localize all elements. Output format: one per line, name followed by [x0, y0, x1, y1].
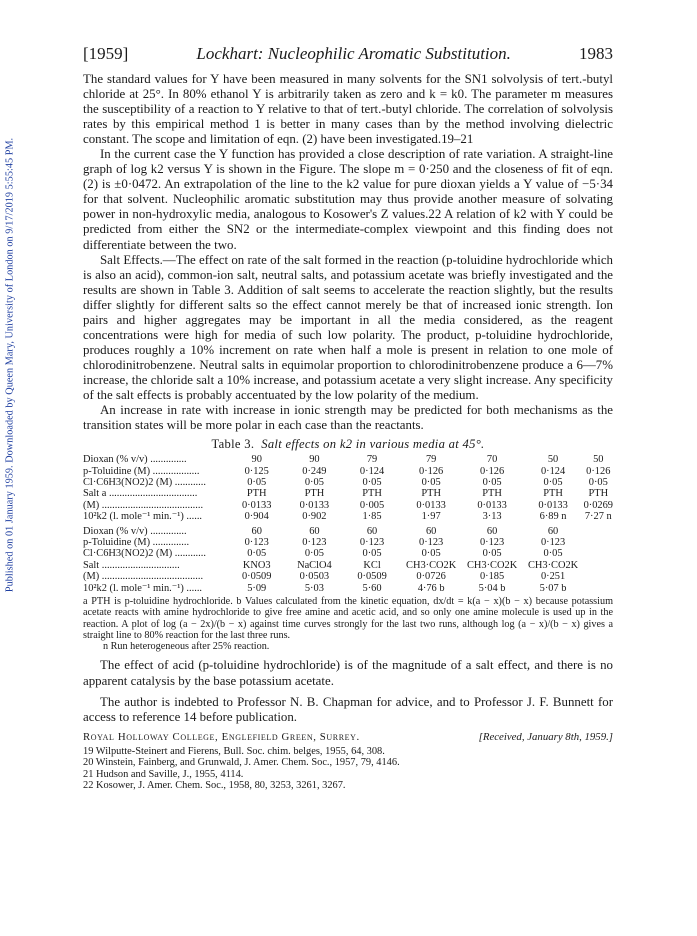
row-label: 10²k2 (l. mole⁻¹ min.⁻¹) ...... — [83, 511, 203, 523]
table-cell: 70 — [486, 454, 498, 466]
paragraph-4: An increase in rate with increase in ionic strength may be predicted for both mechanisms as the transition states will be more polar in each case than the reactants. — [83, 403, 613, 433]
table-cell: CH3·CO2K — [466, 559, 518, 571]
table-cell: 0·249 — [302, 465, 327, 477]
table-cell: PTH — [362, 488, 382, 500]
reference-22: 22 Kosower, J. Amer. Chem. Soc., 1958, 80, 3253, 3261, 3267. — [83, 780, 346, 792]
row-label: Cl·C6H3(NO2)2 (M) ............ — [83, 548, 206, 560]
table-cell: 0·05 — [421, 548, 441, 560]
table-cell: NaClO4 — [297, 559, 332, 571]
table-cell: 0·185 — [479, 571, 505, 583]
table-row — [83, 488, 613, 499]
table-cell: 60 — [366, 525, 378, 537]
table-group-2 — [83, 526, 613, 594]
table-row — [83, 583, 613, 594]
table-cell: 0·05 — [304, 476, 324, 488]
table-cell: 79 — [425, 454, 437, 466]
header-year: [1959] — [83, 44, 129, 63]
table-group-1 — [83, 454, 613, 522]
table-cell: 0·123 — [419, 536, 444, 548]
table-cell: PTH — [588, 488, 609, 500]
table-cell: 0·05 — [543, 476, 563, 488]
row-label: 10²k2 (l. mole⁻¹ min.⁻¹) ...... — [83, 582, 203, 594]
table-cell: 0·0133 — [241, 499, 272, 511]
table-cell: 0·126 — [586, 465, 611, 477]
affiliation: Royal Holloway College, Englefield Green, Surrey. — [83, 730, 360, 743]
row-label: Dioxan (% v/v) .............. — [83, 454, 187, 466]
table-cell: PTH — [304, 488, 325, 500]
table-row — [83, 477, 613, 488]
header-title: Lockhart: Nucleophilic Aromatic Substitution. — [196, 44, 511, 63]
table-cell: 0·0509 — [357, 571, 387, 583]
table-cell: 0·904 — [244, 511, 269, 523]
table-cell: 0·124 — [540, 465, 566, 477]
table-cell: 60 — [486, 525, 498, 537]
table-cell: 5·09 — [247, 582, 267, 594]
table-footnote: a PTH is p-toluidine hydrochloride. b Values calculated from the kinetic equation, dx/dt = k(a − x)(b − x) because potassium acetate reacts with amine hydrochloride to give free amine and acetic acid, and so only one amine molecule is used up in the reaction. A plot of log (a − 2x)/(b − x) against time curves strongly for the last two runs, although log (a − x)/(b − x) gives a straight line to 80% reaction for the last three runs. — [83, 596, 613, 641]
paragraph-salt-effects: Salt Effects.—The effect on rate of the salt formed in the reaction (p-toluidine hydrochloride which is also an acid), common-ion salt, neutral salts, and potassium acetate was briefly investigated and the results are shown in Table 3. Addition of salt seems to accelerate the reaction slightly, but the results differ slightly for different salts so the effect cannot merely be that of increased ionic strength. Ion pairs and higher aggregates may be important in all the media considered, as the reagent concentrations were high for media of such low polarity. The product, p-toluidine hydrochloride, produces roughly a 10% increment on rate when half a mole is present in relation to one mole of chlorodinitrobenzene. Neutral salts in equimolar proportion to chlorodinitrobenzene produce a 6—7% increase, the chloride salt a 10% increase, and potassium acetate a very slight increase. Any specificity of the salt effects is probably accentuated by the low polarity of the medium. — [83, 252, 613, 402]
table-cell: 0·0503 — [299, 571, 330, 583]
paragraph-1: The standard values for Y have been measured in many solvents for the SN1 solvolysis of tert.-butyl chloride at 25°. In 80% ethanol Y is arbitrarily taken as zero and k = k0. The parameter m measures the susceptibility of a reaction to Y relative to that of tert.-butyl chloride. The correlation of solvolysis rates by this empirical method 1 is better in many cases than by the method involving dielectric constant. The scope and limitation of eqn. (2) have been investigated.19–21 — [83, 72, 613, 147]
reference-21: 21 Hudson and Saville, J., 1955, 4114. — [83, 768, 244, 780]
table-cell: 0·05 — [247, 548, 267, 560]
table-caption — [83, 437, 613, 452]
table-cell: 5·07 b — [539, 582, 567, 594]
salt-effects-table — [83, 454, 613, 594]
table-cell: 0·0269 — [583, 499, 613, 511]
table-cell: 90 — [251, 454, 262, 466]
table-cell: 0·0133 — [538, 499, 568, 511]
table-cell: 90 — [309, 454, 320, 466]
table-cell: 0·05 — [362, 548, 382, 560]
table-cell: 0·123 — [359, 536, 385, 548]
table-cell: 60 — [425, 525, 437, 537]
table-cell: PTH — [543, 488, 563, 500]
table-cell: 0·123 — [244, 536, 269, 548]
table-cell: 0·251 — [540, 571, 566, 583]
table-cell: 1·97 — [421, 511, 441, 523]
table-row — [83, 500, 613, 511]
running-header — [83, 44, 613, 68]
table-cell: 60 — [547, 525, 559, 537]
table-cell: 0·0726 — [416, 571, 446, 583]
table-cell: 0·05 — [482, 476, 502, 488]
table-cell: 0·05 — [304, 548, 324, 560]
table-row — [83, 454, 613, 465]
row-label: Salt a .................................. — [83, 488, 198, 500]
row-label: Salt .............................. — [83, 559, 180, 571]
closing-paragraph: The effect of acid (p-toluidine hydrochloride) is of the magnitude of a salt effect, and there is no apparent catalysis by the base potassium acetate. — [83, 658, 613, 688]
received-date: [Received, January 8th, 1959.] — [478, 730, 613, 743]
reference-19: 19 Wilputte-Steinert and Fierens, Bull. Soc. chim. belges, 1955, 64, 308. — [83, 745, 385, 757]
table-row — [83, 548, 613, 559]
table-cell: 6·89 n — [539, 511, 567, 523]
page-body — [83, 44, 613, 792]
table-cell: 0·05 — [362, 476, 382, 488]
header-page-number: 1983 — [579, 44, 613, 63]
table-cell: PTH — [482, 488, 502, 500]
table-cell: 0·124 — [359, 465, 385, 477]
table-cell: 0·05 — [421, 476, 441, 488]
row-label: Cl·C6H3(NO2)2 (M) ............ — [83, 476, 206, 488]
table-label: Table 3. — [211, 437, 255, 452]
affiliation-line — [83, 731, 613, 743]
row-label: Dioxan (% v/v) .............. — [83, 525, 187, 537]
table-row — [83, 537, 613, 548]
table-cell: 0·126 — [419, 465, 444, 477]
table-cell: 60 — [251, 525, 262, 537]
acknowledgement: The author is indebted to Professor N. B. Chapman for advice, and to Professor J. F. Bunnett for access to reference 14 before publication. — [83, 694, 613, 724]
table-cell: CH3·CO2K — [527, 559, 579, 571]
row-label: p-Toluidine (M) .............. — [83, 536, 190, 548]
table-row — [83, 526, 613, 537]
table-cell: CH3·CO2K — [406, 559, 457, 571]
table-cell: 60 — [309, 525, 320, 537]
table-cell: 5·03 — [304, 582, 324, 594]
table-row — [83, 560, 613, 571]
table-cell: 0·123 — [302, 536, 327, 548]
paragraph-2: In the current case the Y function has provided a close description of rate variation. A straight-line graph of log k2 versus Y is shown in the Figure. The slope m = 0·250 and the closeness of fit of eqn. (2) is ±0·0472. An extrapolation of the line to the k2 value for pure dioxan yields a Y value of −5·34 for that solvent. Nucleophilic aromatic substitution may thus provide another measure of solvating power in non-hydroxylic media, analogous to Kosower's Z values.22 A relation of k2 with Y could be predicted from either the SN2 or the intermediate-complex viewpoint and this finding does not differentiate between the two. — [83, 147, 613, 252]
table-cell: 0·0133 — [477, 499, 507, 511]
table-cell: 79 — [366, 454, 378, 466]
table-cell: 50 — [593, 454, 604, 466]
table-title: Salt effects on k2 in various media at 45°. — [261, 437, 485, 452]
table-row — [83, 511, 613, 522]
table-cell: 5·60 — [362, 582, 382, 594]
table-cell: 0·123 — [479, 536, 505, 548]
table-cell: 0·126 — [479, 465, 505, 477]
reference-list — [83, 746, 613, 792]
table-cell: 3·13 — [482, 511, 502, 523]
table-footnote-n: n Run heterogeneous after 25% reaction. — [103, 641, 270, 653]
table-cell: 4·76 b — [417, 582, 445, 594]
reference-20: 20 Winstein, Fainberg, and Grunwald, J. Amer. Chem. Soc., 1957, 79, 4146. — [83, 757, 400, 769]
download-watermark — [2, 105, 18, 625]
row-label: (M) ....................................... — [83, 499, 204, 511]
table-row — [83, 466, 613, 477]
row-label: p-Toluidine (M) .................. — [83, 465, 200, 477]
table-cell: 7·27 n — [584, 511, 612, 523]
table-cell: 0·005 — [359, 499, 385, 511]
table-cell: 1·85 — [362, 511, 382, 523]
table-cell: 0·0509 — [241, 571, 272, 583]
table-cell: 5·04 b — [478, 582, 506, 594]
table-cell: 0·0133 — [416, 499, 446, 511]
table-cell: 0·05 — [588, 476, 608, 488]
table-cell: 0·125 — [244, 465, 269, 477]
table-cell: 0·902 — [302, 511, 327, 523]
table-cell: PTH — [246, 488, 267, 500]
table-cell: 0·05 — [247, 476, 267, 488]
table-cell: PTH — [421, 488, 441, 500]
table-cell: KCl — [363, 559, 381, 571]
table-cell: KNO3 — [242, 559, 271, 571]
row-label: (M) ....................................... — [83, 571, 204, 583]
table-cell: 0·05 — [482, 548, 502, 560]
table-cell: 0·0133 — [299, 499, 330, 511]
download-notice: Published on 01 January 1959. Downloaded by Queen Mary, University of London on 9/17/2019 5:55:45 PM. — [4, 137, 16, 593]
table-cell: 50 — [547, 454, 559, 466]
table-row — [83, 571, 613, 582]
table-cell: 0·05 — [543, 548, 563, 560]
table-cell: 0·123 — [540, 536, 566, 548]
